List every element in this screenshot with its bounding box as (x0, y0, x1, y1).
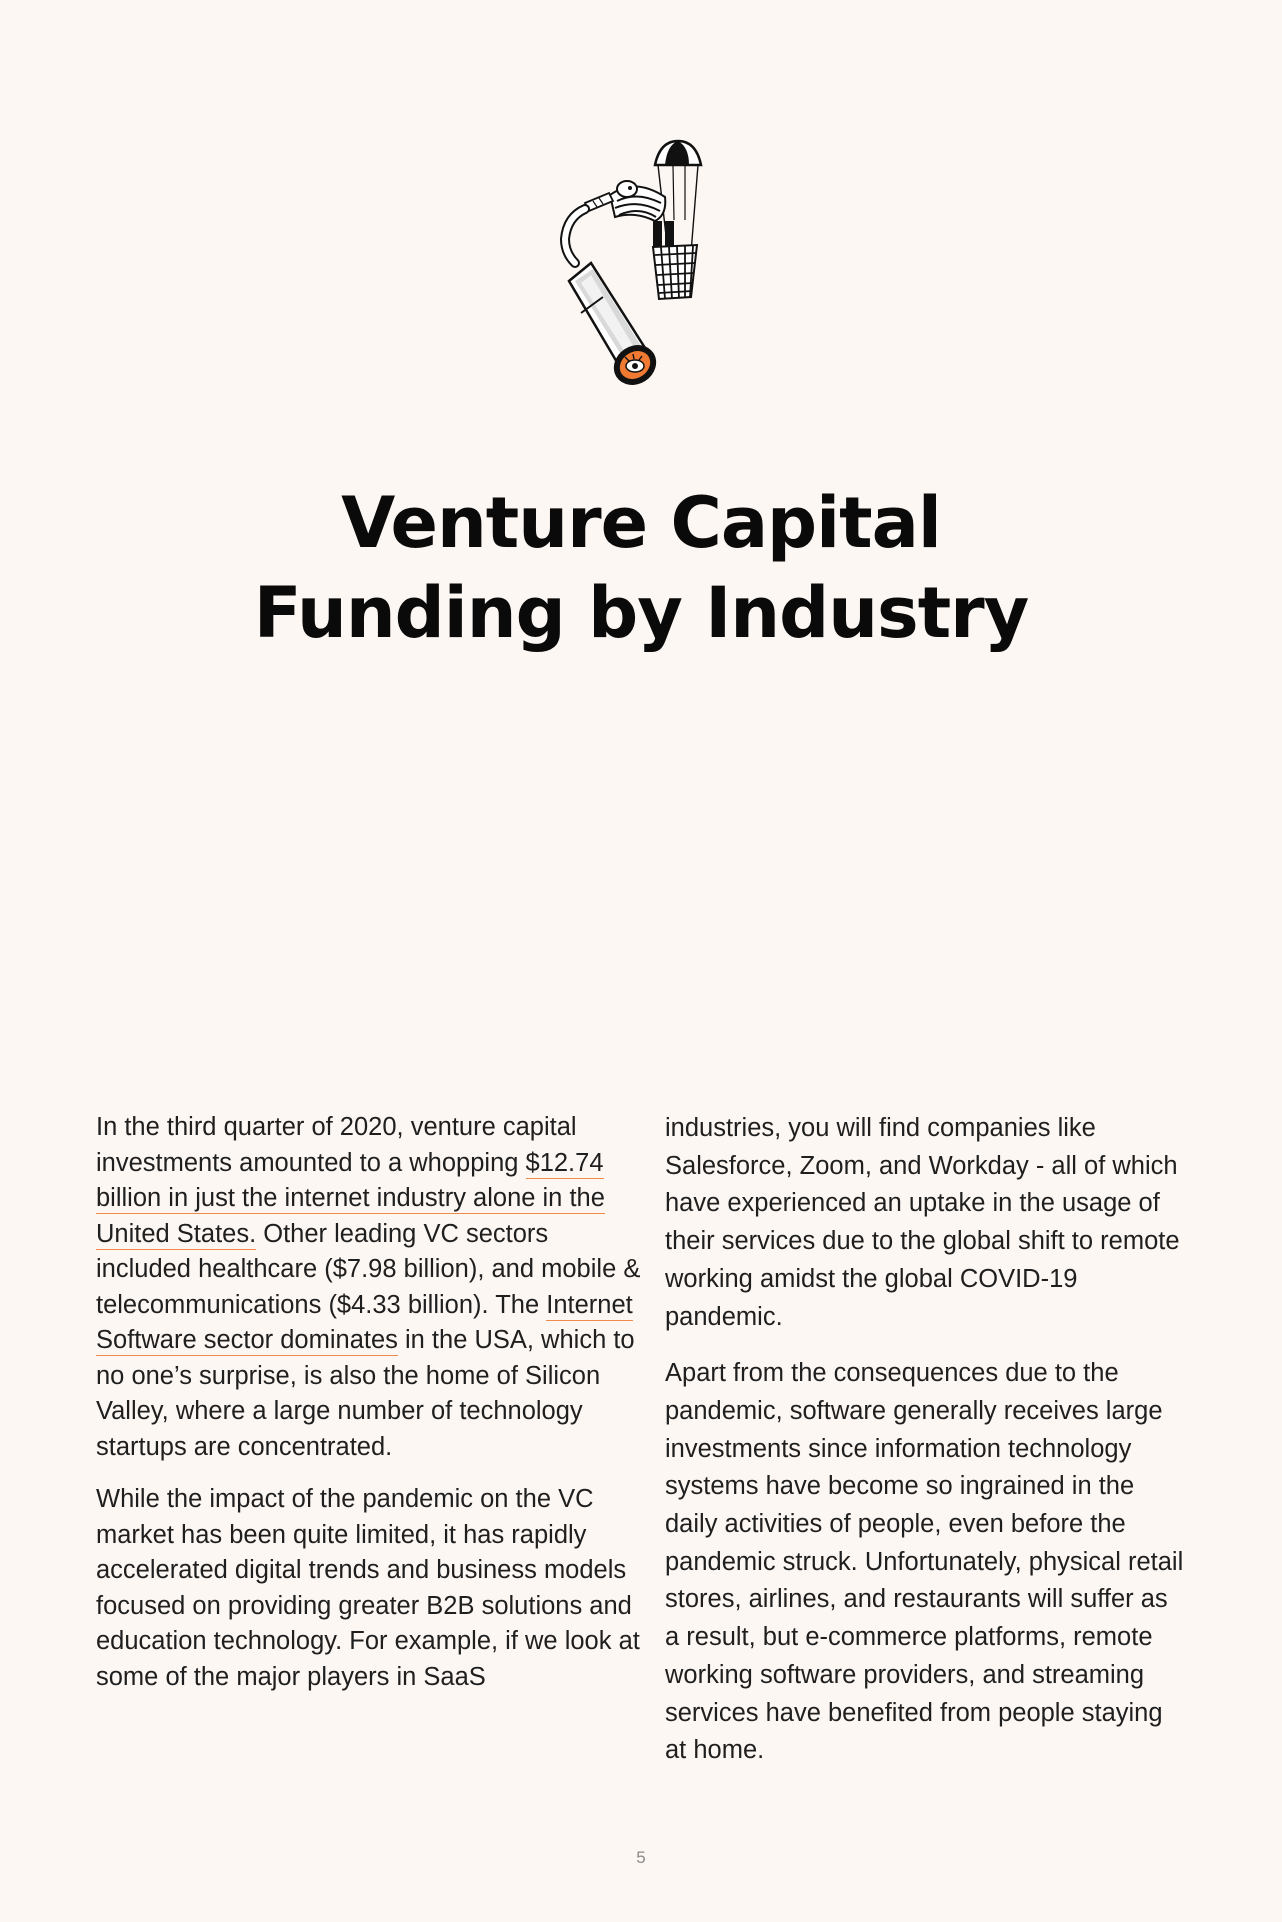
right-paragraph-1: industries, you will find companies like Salesforce, Zoom, and Workday - all of which have experienced an uptake in the usage of their services due to the global shift to remote working amidst the global COVID-19 pandemic. (665, 1114, 1180, 1331)
left-paragraph-2: While the impact of the pandemic on the VC market has been quite limited, it has rapidly accelerated digital trends and business models focused on providing greater B2B solutions and education technology. For example, if we look at some of the major players in SaaS (96, 1485, 640, 1691)
software-sector-link[interactable]: Internet Software sector dominates (96, 1290, 633, 1354)
page-number: 5 (636, 1848, 646, 1867)
title-line-2: Funding by Industry (253, 572, 1029, 654)
left-paragraph-1 (96, 1110, 641, 1465)
title-line-1: Venture Capital (341, 482, 941, 564)
investment-link[interactable]: $12.74 billion in just the internet industry alone in the United States. (96, 1148, 605, 1248)
right-column (665, 1110, 1185, 1770)
parachute-telescope-illustration (555, 135, 715, 405)
left-column (96, 1110, 641, 1695)
left-p1-text-b: Other leading VC sectors included healthcare ($7.98 billion), and mobile & telecommunications ($4.33 billion). The (96, 1219, 641, 1319)
right-paragraph-2: Apart from the consequences due to the pandemic, software generally receives large investments since information technology systems have become so ingrained in the daily activities of people, even before the pandemic struck. Unfortunately, physical retail stores, airlines, and restaurants will suffer as a result, but e-commerce platforms, remote working software providers, and streaming services have benefited from people staying at home. (665, 1359, 1184, 1765)
left-p1-text-a: In the third quarter of 2020, venture capital investments amounted to a whopping (96, 1113, 577, 1177)
page-title (0, 478, 1282, 658)
left-p1-text-c: in the USA, which to no one’s surprise, is also the home of Silicon Valley, where a large number of technology startups are concentrated. (96, 1326, 635, 1461)
